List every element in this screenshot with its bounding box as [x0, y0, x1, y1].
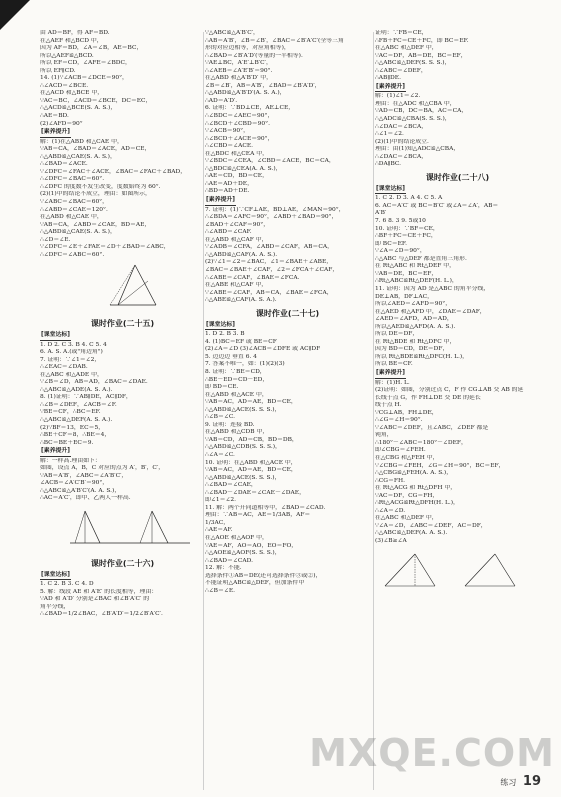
text-line: (2)∠A＝∠D (3)∠ACB＝∠DFE 或 AC∥DF [205, 346, 321, 353]
section-title: 课时作业(二十八) [425, 172, 490, 182]
text-line: ∴△AOE≌△AOF(S. S. S.)， [205, 550, 281, 557]
text-line: ∴AE＝AD＋DE， [205, 180, 253, 187]
text-line: 在△AEF 和△BCD 中， [40, 37, 103, 44]
text-line: 9. 证明：连接 BD. [205, 421, 255, 428]
text-line: ∴∠DAC＝∠BCA， [375, 123, 428, 130]
text-line: ∴△ABD≌△CAE(S. A. S.)， [40, 153, 116, 160]
text-line: ∵∠ADB＝∠CFA，∠ABD＝∠CAF，AB＝CA， [205, 244, 333, 251]
text-line: 8. (1)证明：∵AB∥DE，AC∥DF， [40, 394, 132, 401]
text-line: ∴∠AEB＝∠A′E′B′＝90°. [205, 67, 273, 74]
text-line: 7. 6 8. 3 9. 5或10 [375, 218, 426, 225]
column-divider [373, 32, 374, 790]
text-line: ∵△ABC≌△A′B′C′， [205, 30, 259, 36]
text-line: 7. 证明：∵∠1＝∠2， [40, 356, 101, 363]
text-line: 在△AED 和△AFD 中，∠DAE＝∠DAF， [375, 308, 486, 315]
text-line: 在 Rt△ABC 和 Rt△DEF 中， [375, 263, 456, 270]
text-line: ∵∠DFC＝∠E＋∠FAE＝∠D＋∠BAD＝∠ABC， [40, 244, 170, 251]
text-line: ∵AE⊥BC，A′E′⊥B′C′， [205, 60, 272, 67]
text-line: ∵AB＝DE，BC＝EF， [375, 270, 438, 277]
text-line: 所以△AED≌△AFD(A. A. S.). [375, 323, 456, 330]
text-line: ∴AC＝A′C′，即甲、乙两人一样高. [40, 495, 131, 502]
column-divider [203, 32, 204, 790]
text-line: (2)∵∠1＝∠2＝∠BAC，∠1＝∠BAE＋∠ABE， [205, 259, 333, 266]
text-line: ∵AD 和 A′D′ 分别是∠BAC 和∠B′A′C′ 的 [40, 596, 150, 603]
text-line: 所以∠AED＝∠AFD＝90°， [375, 301, 452, 308]
section-label: [课堂达标] [40, 572, 71, 581]
text-line: ∴△CBG≌△FEH(A. A. S.)， [375, 470, 453, 477]
text-line: ∴∠EAC＝∠DAB. [40, 364, 88, 371]
text-line: ∴BC＝BE＋EC＝9. [40, 439, 94, 446]
text-line: ∴△ABD≌△CAF(A. A. S.). [205, 251, 278, 258]
text-line: ∴BE＋CF＝8，∴BE＝4， [40, 432, 111, 439]
text-line: 5. 解：线段 AE 和 A′E′ 的长度相等，理由： [40, 588, 158, 595]
column-2-section-1-text [205, 207, 370, 305]
column-1 [40, 30, 205, 619]
column-1-section-1-text [40, 139, 205, 260]
column-3 [375, 30, 540, 597]
text-line: 6. 证明：∵BD⊥CE，AE⊥CE， [205, 105, 295, 112]
text-line: ∵BE＝CF，∴BC＝EF. [40, 409, 101, 416]
text-line: ∴△ADC≌△CBA(S. S. S.)， [375, 116, 451, 123]
triangle-figure [40, 261, 205, 309]
section-label: [课堂达标] [205, 322, 236, 331]
text-line: 1. D 2. B 3. B [205, 331, 245, 338]
text-line: ∴∠CBD＝∠ACE. [205, 143, 254, 150]
text-line: ∴∠ABC＝∠DEF， [375, 67, 427, 74]
text-line: 5. 边边边 垂直 6. 4 [205, 353, 257, 360]
text-line: 7. 答案不唯一，如：(1)(2)(3) [205, 361, 285, 368]
text-line: ∴AB∥DE. [375, 75, 401, 82]
text-line: 12. 解：不能. [205, 565, 242, 572]
column-1-text [40, 30, 205, 128]
page-corner-mark [0, 0, 30, 30]
section-title: 课时作业(二十五) [90, 318, 155, 328]
text-line: 1. C 2. B 3. C 4. D [40, 581, 94, 588]
text-line: ∴∠A＝∠C. [205, 451, 235, 458]
text-line: 在 Rt△ACG 和 Rt△DFH 中， [375, 485, 457, 492]
text-line: 理由：在△ADC 和△CBA 中， [375, 100, 456, 107]
text-line: ∵AC＝BC，∠ACD＝∠BCE，DC＝EC， [40, 97, 152, 104]
text-line: 在△BDC 和△CEA 中， [205, 150, 268, 157]
text-line: 理由：∵AB＝AC，AE＝1/3AB，AF＝ [205, 512, 311, 519]
text-line: 即 BD＝CE. [205, 384, 239, 391]
text-line: 6. AC＝A′C′ 或 BC＝B′C′ 或∠A＝∠A′，AB＝ [375, 202, 499, 209]
text-line: ∵∠DFC＝∠FAC＋∠ACE，∠BAC＝∠FAC＋∠BAD， [40, 168, 187, 175]
column-2-text [205, 30, 370, 196]
text-line: 钝角， [375, 432, 393, 439]
text-line: ∴△ACD≌△BCE(S. A. S.)， [40, 105, 117, 112]
text-line: 1. D 2. C 3. B 4. C 5. 4 [40, 341, 107, 348]
section-label: [课堂达标] [40, 332, 71, 341]
text-line: ∴∠BDA＝∠AFC＝90°，∠ABD＋∠BAD＝90°， [205, 214, 338, 221]
text-line: ∴BF＋FC＝CE＋FC， [375, 233, 437, 240]
text-line: 14. (1)∵∠ACB＝∠DCE＝90°， [40, 75, 128, 82]
text-line: ∵AB＝A′B′，∠ABC＝∠A′B′C′， [40, 472, 128, 479]
text-line: 证明：∵FB＝CE， [375, 30, 428, 36]
text-line: ∵∠CBG＝∠FEH，∠G＝∠H＝90°，BC＝EF， [375, 462, 505, 469]
column-1-section-2-text [40, 342, 205, 448]
text-line: ∵AB＝CA，∠ABD＝∠CAE，BD＝AE， [40, 221, 151, 228]
text-line: ∴△ABC≌△ADE(A. S. A.). [40, 386, 113, 393]
text-line: 7. 证明：(1)∵CF⊥AE，BD⊥AE，∠MAN＝90°， [205, 206, 345, 213]
column-1-section-4-text [40, 581, 205, 619]
text-line: ∴AD＝A′D′. [205, 97, 238, 104]
text-line: ∵∠ACB＝90°， [205, 128, 249, 135]
text-line: 由 AD＝BF，得 AF＝BD. [40, 30, 110, 36]
text-line: ∵AB＝AC，AD＝AE，BD＝CE， [205, 467, 297, 474]
text-line: ∠BAD＋∠CAF＝90°， [205, 221, 270, 228]
text-line: (2)证明：如图，分别过点 C，F 作 CG⊥AB 交 AB 的延 [375, 387, 524, 394]
text-line: ∴180°－∠ABC＝180°－∠DEF， [375, 439, 467, 446]
column-3-section-1-text [375, 93, 540, 168]
text-line: 即∠1＝∠2. [205, 497, 237, 504]
text-line: ∵∠B＝∠D，AB＝AD，∠BAC＝∠DAE. [40, 379, 148, 386]
text-line: 因为 BD＝CD，DE＝DF， [375, 346, 449, 353]
text-line: ∴∠B＝∠E. [205, 587, 236, 594]
column-3-section-2-text [375, 195, 540, 369]
text-line: ∴△ABC≌△DEF(A. A. S.). [375, 530, 448, 537]
text-line: 所以 EF＝CD，∠AFE＝∠BDC， [40, 60, 131, 67]
text-line: 所以 EF∥CD. [40, 67, 76, 74]
text-line: ∴△ABC≌△A′B′C′(A. A. S.)， [40, 487, 121, 494]
text-line: ∴△ABC≌△DEF(S. S. S.)， [375, 60, 451, 67]
text-line: ∴△BDC≌△CEA(A. A. S.)， [205, 165, 282, 172]
text-line: ∵∠A＝∠D＝90°， [375, 248, 426, 255]
text-line: ∴∠BCD＋∠ACE＝90°， [205, 135, 274, 142]
text-line: 在△CBG 和△FEH 中， [375, 454, 439, 461]
text-line: 长线于点 G，作 FH⊥DE 交 DE 的延长 [375, 394, 481, 401]
section-title: 课时作业(二十六) [90, 558, 155, 568]
text-line: 1. C 2. D 3. A 4. C 5. A [375, 195, 443, 202]
text-line: ∵CG⊥AB，FH⊥DE， [375, 409, 438, 416]
text-line: ∵AD＝CB，DC＝BA，AC＝CA， [375, 108, 468, 115]
text-line: ∴∠ABD＝∠CAE＝120°. [40, 206, 108, 213]
text-line: 因为 AF＝BD，∠A＝∠B，AE＝BC， [40, 45, 143, 52]
text-line: ∴∠ACD＝∠BCE. [40, 82, 89, 89]
text-line: 在△ABD 和△CAE 中， [40, 214, 103, 221]
text-line: ∴△ABD≌△ACE(S. S. S.)， [205, 406, 281, 413]
text-line: ∴∠G＝∠H＝90°. [375, 417, 423, 424]
text-line: ∴∠DFC 的度数不发生改变，度数始终为 60°. [40, 183, 161, 190]
text-line: ∴∠BDC＝∠AEC＝90°， [205, 113, 274, 120]
text-line: 理由：由(1)知△ADC≌△CBA， [375, 146, 460, 153]
text-line: ∴∠DFC＝∠BAC＝60°. [40, 176, 105, 183]
text-line: ∴BD＝AD＋DE. [205, 188, 250, 195]
text-line: 在△ABC 和△ADE 中， [40, 371, 103, 378]
text-line: 在△ABD 和△CAF 中， [205, 236, 268, 243]
footer-label: 练习 [500, 778, 517, 787]
text-line: A′B′ [375, 210, 387, 217]
text-line: 不能证明△ABC≌△DEF，但加条件中 [205, 580, 305, 587]
text-line: 即∠CBG＝∠FEH. [375, 447, 426, 454]
text-line: ∵∠BDC＝∠CEA，∠CBD＝∠ACE，BC＝CA， [205, 158, 335, 165]
text-line: 10. 证明：在△ABD 和△ACE 中， [205, 459, 297, 466]
text-line: ∴△ABE≌△CAF(A. S. A.). [205, 297, 277, 304]
text-line: 在△ABC 和△DEF 中， [375, 45, 438, 52]
text-line: 8. 证明：∵BE＝CD， [205, 368, 266, 375]
text-line: ∴∠BAD＝∠CAE， [205, 482, 257, 489]
section-label: [素养提升] [205, 197, 236, 206]
text-line: ∴AB＝A′B′，∠B＝∠B′，∠BAC＝∠B′A′C′(全等三角 [205, 37, 344, 44]
text-line: 1/3AC， [205, 519, 230, 526]
section-title: 课时作业(二十七) [255, 308, 320, 318]
text-line: ∴BE－ED＝CD－ED， [205, 376, 269, 383]
text-line: ∴∠BAD＝1/2∠BAC，∠B′A′D′＝1/2∠B′A′C′. [40, 611, 163, 618]
page-number: 19 [522, 774, 541, 789]
text-line: 解：一样高.理由如下： [40, 457, 101, 464]
text-line: 在△ABC 和△DEF 中， [375, 515, 438, 522]
text-line: 在△AOE 和△AOF 中， [205, 535, 268, 541]
text-line: 形的对应边相等，对应角相等)， [205, 45, 290, 52]
text-line: 11. 证明：因为 AD 是△ABC 的角平分线， [375, 285, 490, 292]
text-line: ∴△ABD≌△A′B′D′(A. S. A.)， [205, 90, 286, 97]
text-line: ∴∠BAD＝∠CAD. [205, 557, 253, 564]
text-line: (2)(1)中的结论不成立，理由：如图所示， [40, 191, 151, 198]
text-line: 在△ACD 和△BCE 中， [40, 90, 104, 97]
text-line: ∵∠ABE＝∠CAF，AB＝CA，∠BAE＝∠FCA， [205, 289, 333, 296]
text-line: ∴∠D＝∠E. [40, 236, 71, 243]
text-line: ∴∠BCD＋∠CBD＝90°. [205, 120, 270, 127]
text-line: 在△ABE 和△CAF 中， [205, 282, 268, 289]
section-label: [课堂达标] [375, 186, 406, 195]
text-line: 10. 证明：∵BF＝CE， [375, 225, 439, 232]
text-line: ∴∠BAD＝∠B′A′D′(等量的一半相等). [205, 52, 303, 59]
text-line: ∴△ABC≌△DEF(A. S. A.). [40, 416, 113, 423]
text-line: ∵AB＝CA，∠BAD＝∠ACE，AD＝CE， [40, 146, 151, 153]
page-footer [500, 774, 541, 789]
text-line: ∵AB＝CD，AD＝CB，BD＝DB， [205, 436, 298, 443]
text-line: ∴AE＝CD，BD＝CE， [205, 173, 268, 180]
text-line: 解：(1)H. L. [375, 379, 410, 386]
column-3-section-3-text [375, 380, 540, 546]
text-line: ∵∠A＝∠D，∠ABC＝∠DEF，AC＝DF， [375, 522, 487, 529]
text-line: 角平分线， [40, 603, 70, 610]
triangle-pair-figure [375, 548, 540, 592]
text-line: ∠ACB＝∠A′C′B′＝90°， [40, 480, 109, 487]
text-line: ∴FB＋FC＝CE＋FC，即 BC＝EF. [375, 37, 469, 44]
text-line: ∠AED＝∠AFD，AD＝AD， [375, 316, 453, 323]
text-line: DE⊥AB，DF⊥AC， [375, 293, 434, 300]
text-line: 11. 解：两个开同道相等中，∠BAD＝∠CAD. [205, 504, 326, 511]
text-line: ∴∠ABD＝∠CAF. [205, 229, 252, 236]
text-line: ∵AC＝DF，AB＝DE，BC＝EF， [375, 52, 467, 59]
text-line: (3)∠B≥∠A [375, 538, 407, 544]
section-label: [素养提升] [40, 448, 71, 457]
text-line: ∴DA∥BC. [375, 161, 402, 168]
text-line: ∴∠B＝∠DEF，∠ACB＝∠F. [40, 401, 117, 408]
text-line: ∴∠A＝∠D. [375, 507, 406, 514]
text-line: 在 Rt△BDE 和 Rt△DFC 中， [375, 338, 456, 345]
text-line: (2)∵BF＝13，EC＝5， [40, 424, 105, 431]
text-line: 线于点 H. [375, 402, 402, 409]
column-1-section-3-text [40, 458, 205, 503]
text-line: ∵∠ABC＝∠BAC＝60°， [40, 199, 109, 206]
text-line: ∴∠1＝∠2. [375, 131, 404, 138]
text-line: 所以 BE＝CF. [375, 361, 413, 368]
text-line: 在△ABD 和△CDB 中， [205, 429, 269, 436]
section-label: [素养提升] [40, 129, 71, 138]
text-line: ∴Rt△ABC≌Rt△DEF(H. L.)， [375, 278, 458, 285]
text-line: 在△ABD 和△A′B′D′ 中， [205, 75, 272, 82]
text-line: ∴△ABD≌△CDB(S. S. S.)， [205, 444, 281, 451]
text-line: 6. A. S. A.(或"角边角") [40, 349, 103, 356]
text-line: ∴∠B＝∠C. [205, 414, 236, 421]
text-line: ∵∠ABC＝∠DEF，且∠ABC，∠DEF 都是 [375, 424, 489, 431]
text-line: ∴△ABD≌△CAE(S. A. S.)， [40, 229, 116, 236]
watermark: MXQE.COM [309, 731, 555, 775]
text-line: ∵AB＝AC，AD＝AE，BD＝CE， [205, 399, 297, 406]
column-2 [205, 30, 370, 595]
text-line: ∴Rt△ACG≌Rt△DFH(H. L.)， [375, 500, 459, 507]
text-line: ∴∠ABE＝∠CAF，∠BAE＝∠FCA. [205, 274, 300, 281]
text-line: 如图，设点 A，B，C 对应的点为 A′，B′，C′， [40, 465, 165, 472]
section-label: [素养提升] [375, 84, 406, 93]
text-line: (2)∠AFD＝90° [40, 120, 83, 127]
text-line: 解：(1)在△ABD 和△CAE 中， [40, 138, 123, 145]
text-line: 所以 Rt△BDE≌Rt△DFC(H. L.)， [375, 353, 469, 360]
text-line: 4. (1)BC＝EF 或 BE＝CF [205, 338, 277, 345]
text-line: 所以 DE＝DF， [375, 331, 419, 338]
text-line: ∠BAC＝∠BAE＋∠CAF，∠2＝∠FCA＋∠CAF， [205, 266, 339, 273]
text-line: ∠B＝∠B′，AB＝A′B′，∠BAD＝∠B′A′D′， [205, 82, 321, 89]
text-line: ∴∠BAD－∠DAE＝∠CAE－∠DAE， [205, 489, 305, 496]
text-line: 即 BC＝EF. [375, 240, 407, 247]
text-line: ∴∠DAC＝∠BCA， [375, 153, 428, 160]
text-line: ∴AE＝AF. [205, 527, 233, 534]
text-line: ∵AE＝AF，AO＝AO，EO＝FO， [205, 542, 298, 549]
text-line: 选择条件①AB＝DE(还可选择条件③或②)， [205, 572, 322, 579]
text-line: ∵AC＝DF，CG＝FH， [375, 492, 439, 499]
text-line: ∴△ABC 与△DEF 都是直角三角形. [375, 255, 467, 262]
text-line: ∴CG＝FH. [375, 477, 405, 484]
column-3-text [375, 30, 540, 83]
text-line: ∴∠DFC＝∠ABC＝60°. [40, 251, 105, 258]
text-line: 解：(1)∠1＝∠2. [375, 93, 421, 100]
people-height-figure [40, 505, 205, 549]
text-line: ∴△ABD≌△ACE(S. S. S.)， [205, 474, 281, 481]
text-line: 在△ABD 和△ACE 中， [205, 391, 268, 398]
text-line: ∴AE＝BD. [40, 113, 69, 120]
column-2-section-2-text [205, 331, 370, 595]
text-line: (2)(1)中的结论成立. [375, 138, 429, 145]
text-line: ∴∠BAD＝∠ACE. [40, 161, 88, 168]
text-line: 所以△AEF≌△BCD. [40, 52, 94, 59]
section-label: [素养提升] [375, 370, 406, 379]
